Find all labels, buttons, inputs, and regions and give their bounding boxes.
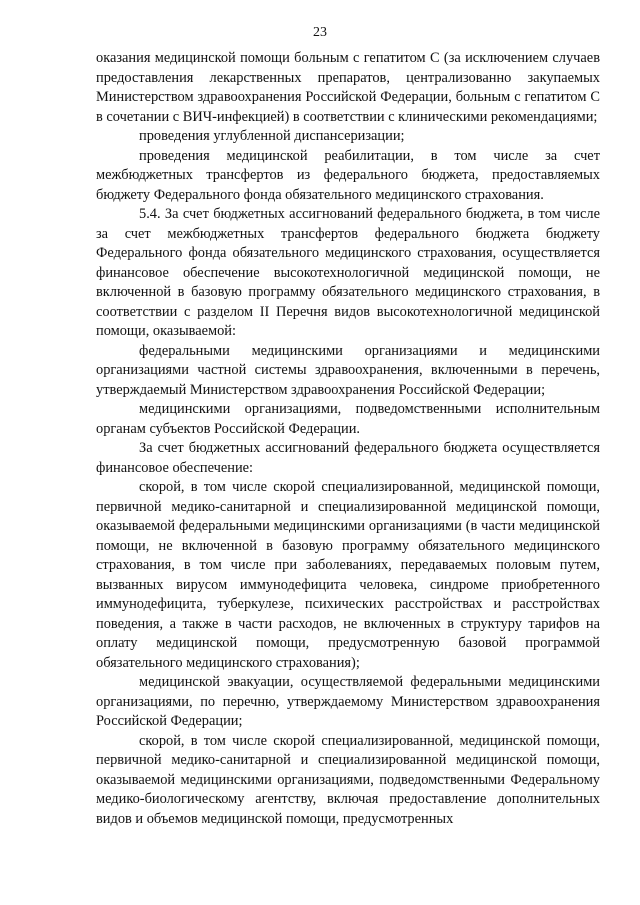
paragraph: проведения медицинской реабилитации, в том числе за счет межбюджетных трансфертов из федерального бюджета, предоставляемых бюджету Федерального фонда обязательного медицинского страхования.: [96, 147, 600, 203]
paragraph: скорой, в том числе скорой специализированной, медицинской помощи, первичной медико-санитарной и специализированной медицинской помощи, оказываемой медицинскими организациями, подведомственными Федеральному медико-биологическому агентству, включая предоставление дополнительных видов и объемов медицинской помощи, предусмотренных: [96, 732, 600, 827]
paragraph: За счет бюджетных ассигнований федерального бюджета осуществляется финансовое обеспечение:: [96, 440, 600, 476]
paragraph: 5.4. За счет бюджетных ассигнований федерального бюджета, в том числе за счет межбюджетных трансфертов федерального бюджета бюджету Федерального фонда обязательного медицинского страхования, осуществляется финансовое обеспечение высокотехнологичной медицинской помощи, не включенной в базовую программу обязательного медицинского страхования, в соответствии с разделом II Перечня видов высокотехнологичной медицинской помощи, оказываемой:: [96, 206, 600, 339]
paragraph: скорой, в том числе скорой специализированной, медицинской помощи, первичной медико-санитарной и специализированной медицинской помощи, оказываемой федеральными медицинскими организациями (в части медицинской помощи, не включенной в базовую программу обязательного медицинского страхования, в том числе при заболеваниях, передаваемых половым путем, вызванных вирусом иммунодефицита человека, синдроме приобретенного иммунодефицита, туберкулезе, психических расстройствах и расстройствах поведения, а также в части расходов, не включенных в структуру тарифов на оплату медицинской помощи, предусмотренную базовой программой обязательного медицинского страхования);: [96, 479, 600, 671]
paragraph: проведения углубленной диспансеризации;: [139, 128, 405, 144]
paragraph: оказания медицинской помощи больным с гепатитом С (за исключением случаев предоставления лекарственных препаратов, централизованно закупаемых Министерством здравоохранения Российской Федерации, больным с гепатитом С в сочетании с ВИЧ-инфекцией) в соответствии с клиническими рекомендациями;: [96, 50, 600, 125]
paragraph: медицинскими организациями, подведомственными исполнительным органам субъектов Российской Федерации.: [96, 401, 600, 437]
document-body: [96, 49, 600, 829]
page-number: 23: [313, 25, 327, 40]
paragraph: федеральными медицинскими организациями и медицинскими организациями частной системы здравоохранения, включенными в перечень, утверждаемый Министерством здравоохранения Российской Федерации;: [96, 342, 600, 398]
paragraph: медицинской эвакуации, осуществляемой федеральными медицинскими организациями, по перечню, утверждаемому Министерством здравоохранения Российской Федерации;: [96, 674, 600, 729]
